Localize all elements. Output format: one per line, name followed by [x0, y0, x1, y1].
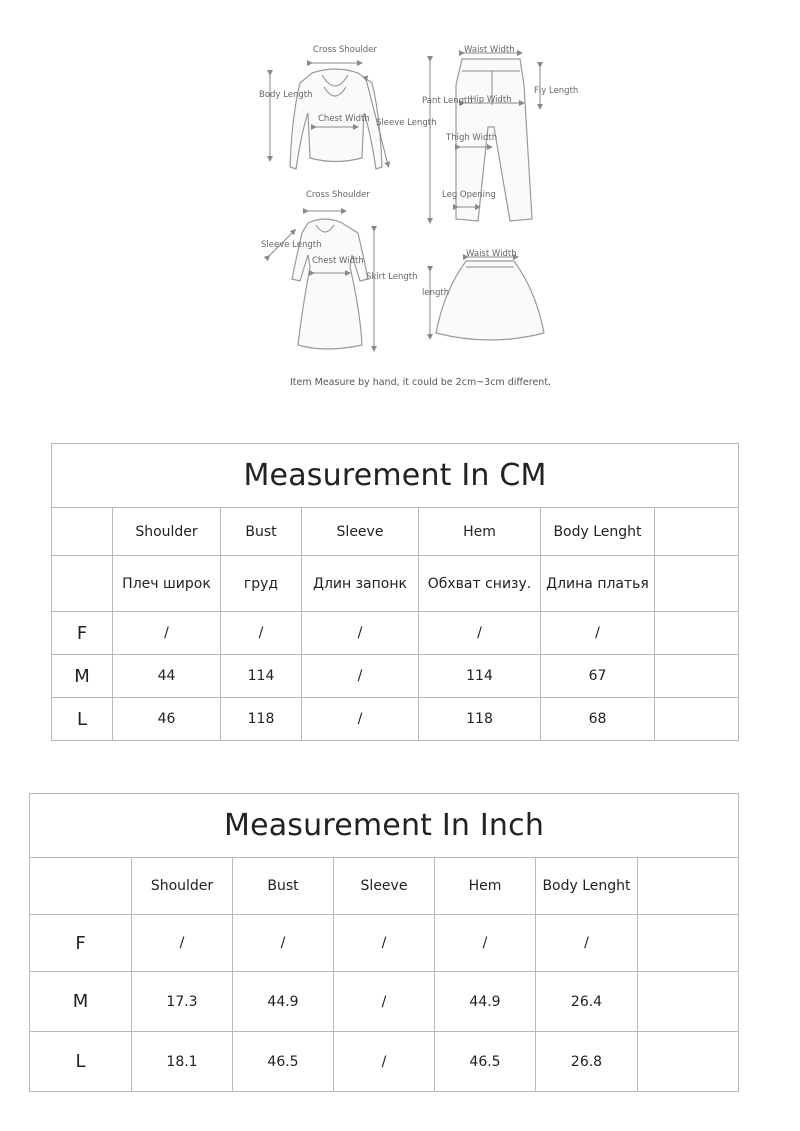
inch-size-label-f: F [30, 915, 132, 972]
cm-row-l [52, 698, 739, 741]
cross-shoulder-top-label: Cross Shoulder [313, 45, 377, 55]
inch-cell-m-shoulder: 17.3 [132, 972, 233, 1032]
cm-header-row [52, 508, 739, 556]
cm-header-ru-row [52, 556, 739, 612]
cm-header-hem: Hem [419, 508, 541, 556]
body-length-label: Body Length [259, 90, 313, 100]
measurement-diagram [240, 35, 579, 400]
inch-cell-l-empty [638, 1032, 739, 1092]
cm-cell-l-sleeve: / [302, 698, 419, 741]
length-skirt-label: length [422, 288, 450, 298]
inch-header-body-length: Body Lenght [536, 858, 638, 915]
chest-width-top-label: Chest Width [318, 114, 370, 124]
cm-cell-m-sleeve: / [302, 655, 419, 698]
inch-row-f [30, 915, 739, 972]
inch-cell-m-bust: 44.9 [233, 972, 334, 1032]
inch-table-title: Measurement In Inch [30, 794, 739, 858]
pant-length-label: Pant Length [422, 96, 473, 106]
cm-cell-l-bust: 118 [221, 698, 302, 741]
dress-sketch [292, 219, 368, 349]
inch-header-sleeve: Sleeve [334, 858, 435, 915]
cm-cell-l-body-length: 68 [541, 698, 655, 741]
cm-cell-m-empty [655, 655, 739, 698]
cm-cell-f-bust: / [221, 612, 302, 655]
inch-cell-l-body-length: 26.8 [536, 1032, 638, 1092]
cm-cell-f-empty [655, 612, 739, 655]
cm-table-title: Measurement In CM [52, 444, 739, 508]
cm-header-ru-bust: груд [221, 556, 302, 612]
cm-header-shoulder: Shoulder [113, 508, 221, 556]
cm-cell-l-shoulder: 46 [113, 698, 221, 741]
inch-cell-l-shoulder: 18.1 [132, 1032, 233, 1092]
waist-width-skirt-label: Waist Width [466, 249, 517, 259]
skirt-sketch [436, 261, 544, 340]
cross-shoulder-dress-label: Cross Shoulder [306, 190, 370, 200]
inch-cell-m-hem: 44.9 [435, 972, 536, 1032]
inch-cell-l-sleeve: / [334, 1032, 435, 1092]
cm-header-sleeve: Sleeve [302, 508, 419, 556]
inch-cell-l-hem: 46.5 [435, 1032, 536, 1092]
inch-header-empty [638, 858, 739, 915]
cm-header-ru-corner [52, 556, 113, 612]
inch-cell-f-body-length: / [536, 915, 638, 972]
cm-cell-f-sleeve: / [302, 612, 419, 655]
skirt-length-label: Skirt Length [366, 272, 418, 282]
inch-cell-l-bust: 46.5 [233, 1032, 334, 1092]
cm-cell-l-hem: 118 [419, 698, 541, 741]
inch-header-hem: Hem [435, 858, 536, 915]
inch-header-shoulder: Shoulder [132, 858, 233, 915]
cm-row-m [52, 655, 739, 698]
cm-header-body-length: Body Lenght [541, 508, 655, 556]
cm-header-ru-hem: Обхват снизу. [419, 556, 541, 612]
cm-cell-f-shoulder: / [113, 612, 221, 655]
inch-header-bust: Bust [233, 858, 334, 915]
cm-cell-m-body-length: 67 [541, 655, 655, 698]
measure-note: Item Measure by hand, it could be 2cm~3cm different. [290, 377, 552, 388]
thigh-width-label: Thigh Width [446, 133, 498, 143]
inch-cell-f-empty [638, 915, 739, 972]
measurement-diagram-svg [240, 35, 579, 400]
inch-cell-m-empty [638, 972, 739, 1032]
cm-size-label-m: M [52, 655, 113, 698]
cm-header-ru-empty [655, 556, 739, 612]
sleeve-length-top-label: Sleeve Length [376, 118, 437, 128]
inch-row-m [30, 972, 739, 1032]
cm-header-ru-body-length: Длина платья [541, 556, 655, 612]
cm-cell-f-hem: / [419, 612, 541, 655]
cm-header-empty [655, 508, 739, 556]
cm-cell-m-bust: 114 [221, 655, 302, 698]
chest-width-dress-label: Chest Width [312, 256, 364, 266]
inch-header-corner [30, 858, 132, 915]
inch-cell-m-body-length: 26.4 [536, 972, 638, 1032]
leg-opening-label: Leg Opening [442, 190, 496, 200]
inch-cell-f-hem: / [435, 915, 536, 972]
cm-cell-m-shoulder: 44 [113, 655, 221, 698]
inch-header-row [30, 858, 739, 915]
sleeve-length-dress-label: Sleeve Length [261, 240, 322, 250]
cm-cell-f-body-length: / [541, 612, 655, 655]
cm-header-ru-shoulder: Плеч широк [113, 556, 221, 612]
cm-cell-m-hem: 114 [419, 655, 541, 698]
inch-cell-f-shoulder: / [132, 915, 233, 972]
cm-header-corner [52, 508, 113, 556]
hip-width-label: Hip Width [470, 95, 512, 105]
inch-row-l [30, 1032, 739, 1092]
fly-length-label: Fly Length [534, 86, 579, 96]
cm-size-label-f: F [52, 612, 113, 655]
inch-size-table [29, 793, 739, 1092]
cm-cell-l-empty [655, 698, 739, 741]
inch-cell-f-sleeve: / [334, 915, 435, 972]
cm-header-ru-sleeve: Длин запонк [302, 556, 419, 612]
cm-header-bust: Bust [221, 508, 302, 556]
inch-cell-m-sleeve: / [334, 972, 435, 1032]
inch-cell-f-bust: / [233, 915, 334, 972]
inch-size-label-m: M [30, 972, 132, 1032]
cm-size-table [51, 443, 739, 741]
cm-size-label-l: L [52, 698, 113, 741]
waist-width-pants-label: Waist Width [464, 45, 515, 55]
cm-row-f [52, 612, 739, 655]
inch-size-label-l: L [30, 1032, 132, 1092]
